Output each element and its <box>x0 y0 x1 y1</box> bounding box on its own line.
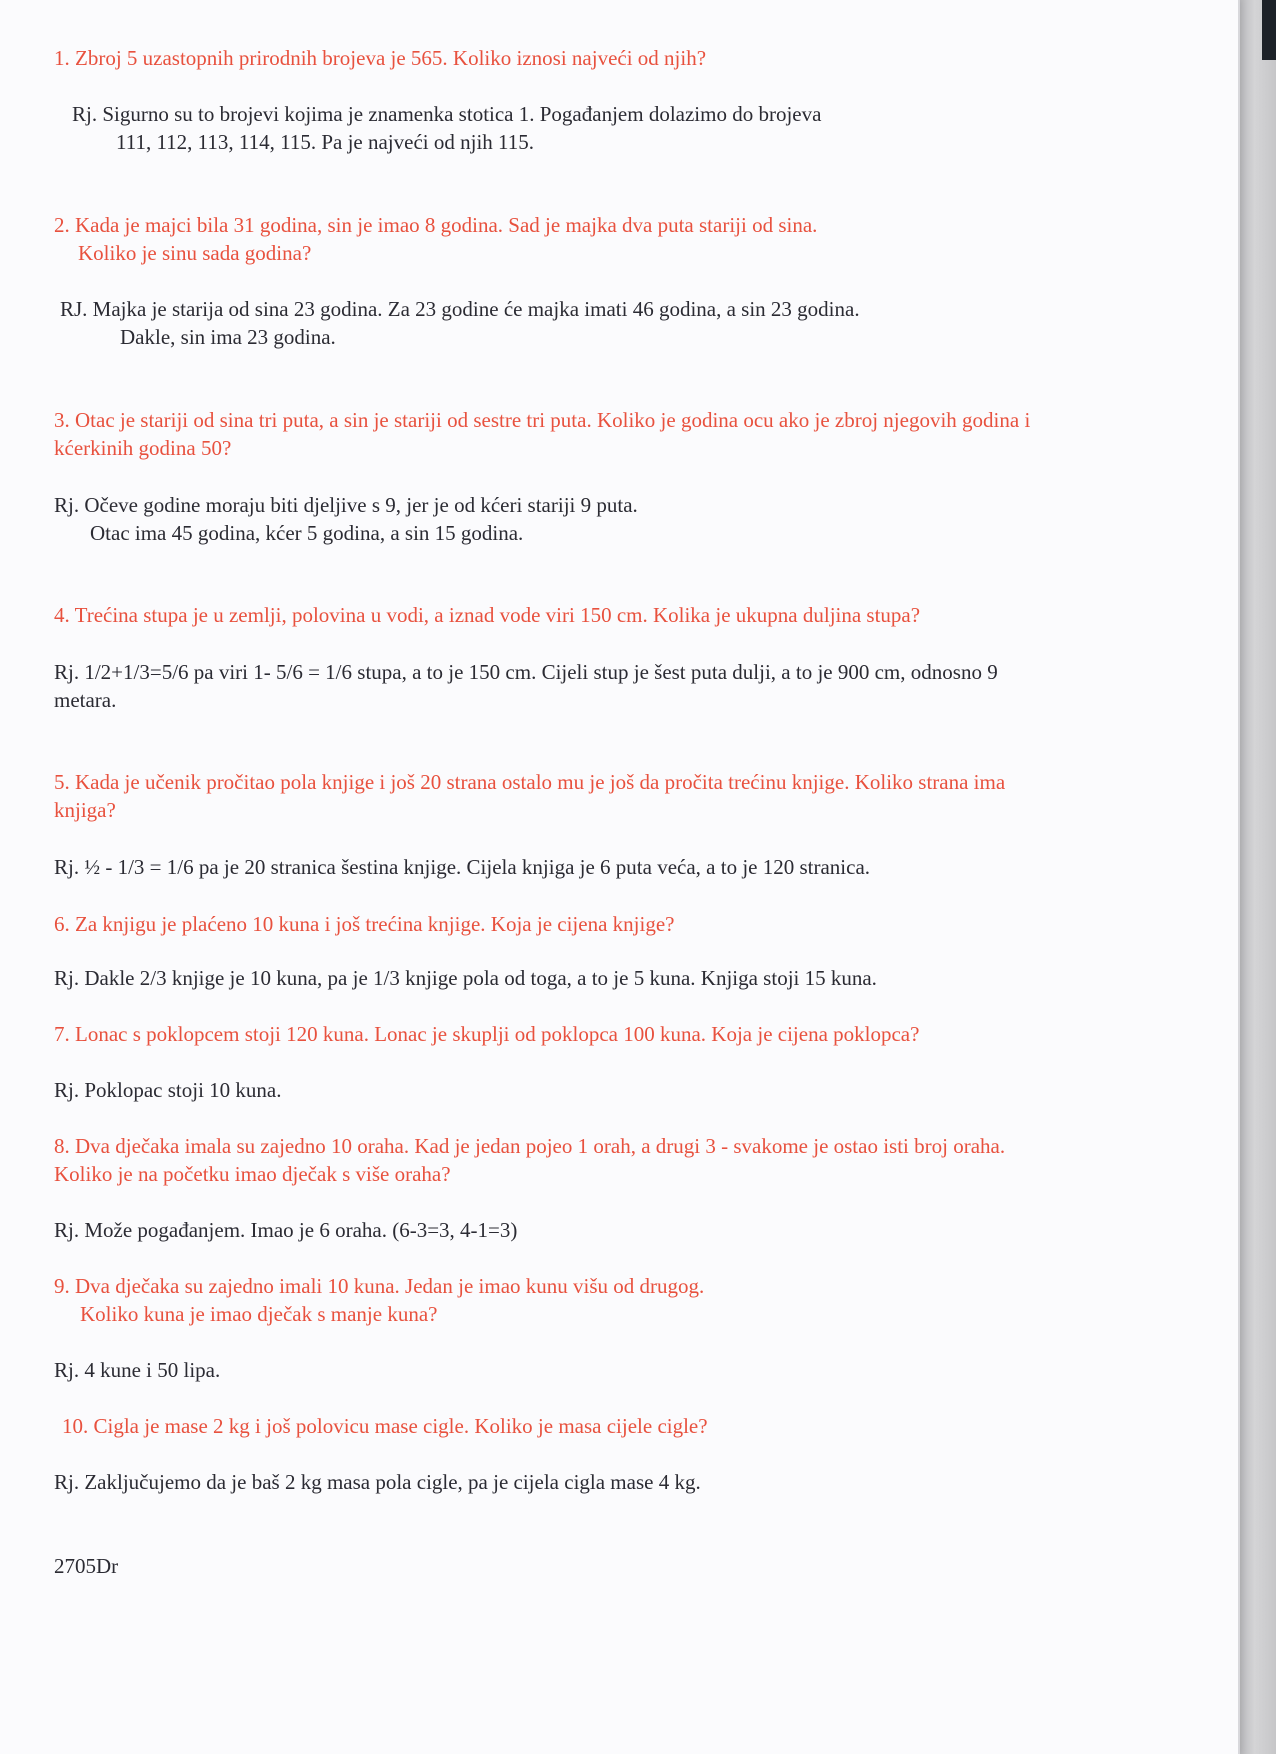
question-6-line-1: 6. Za knjigu je plaćeno 10 kuna i još trećina knjige. Koja je cijena knjige? <box>54 912 675 936</box>
answer-6-line-1: Rj. Dakle 2/3 knjige je 10 kuna, pa je 1/3 knjige pola od toga, a to je 5 kuna. Knjiga stoji 15 kuna. <box>54 966 877 990</box>
question-8-line-2: Koliko je na početku imao dječak s više oraha? <box>54 1162 451 1186</box>
question-3-line-1: 3. Otac je stariji od sina tri puta, a sin je stariji od sestre tri puta. Koliko je godina ocu ako je zbroj njegovih godina i <box>54 408 1031 432</box>
answer-3-line-1: Rj. Očeve godine moraju biti djeljive s 9, jer je od kćeri stariji 9 puta. <box>54 493 638 517</box>
question-3-line-2: kćerkinih godina 50? <box>54 436 232 460</box>
answer-2-line-1: RJ. Majka je starija od sina 23 godina. Za 23 godine će majka imati 46 godina, a sin 23 godina. <box>60 297 860 321</box>
question-2-line-2: Koliko je sinu sada godina? <box>78 241 312 265</box>
answer-3-line-2: Otac ima 45 godina, kćer 5 godina, a sin 15 godina. <box>90 521 524 545</box>
answer-1-line-1: Rj. Sigurno su to brojevi kojima je znamenka stotica 1. Pogađanjem dolazimo do brojeva <box>72 102 822 126</box>
question-7-line-1: 7. Lonac s poklopcem stoji 120 kuna. Lonac je skuplji od poklopca 100 kuna. Koja je cijena poklopca? <box>54 1022 920 1046</box>
question-5-line-2: knjiga? <box>54 798 116 822</box>
scanner-edge-shadow <box>1262 0 1276 60</box>
answer-4-line-2: metara. <box>54 688 117 712</box>
question-8-line-1: 8. Dva dječaka imala su zajedno 10 oraha. Kad je jedan pojeo 1 orah, a drugi 3 - svakome je ostao isti broj oraha. <box>54 1134 1006 1158</box>
answer-1-line-2: 111, 112, 113, 114, 115. Pa je najveći od njih 115. <box>116 130 535 154</box>
question-1-line-1: 1. Zbroj 5 uzastopnih prirodnih brojeva je 565. Koliko iznosi najveći od njih? <box>54 46 707 70</box>
document-code: 2705Dr <box>54 1554 119 1578</box>
answer-5-line-1: Rj. ½ - 1/3 = 1/6 pa je 20 stranica šestina knjige. Cijela knjiga je 6 puta veća, a to je 120 stranica. <box>54 855 871 879</box>
question-2-line-1: 2. Kada je majci bila 31 godina, sin je imao 8 godina. Sad je majka dva puta stariji od sina. <box>54 213 818 237</box>
question-9-line-2: Koliko kuna je imao dječak s manje kuna? <box>80 1302 438 1326</box>
question-9-line-1: 9. Dva dječaka su zajedno imali 10 kuna. Jedan je imao kunu višu od drugog. <box>54 1274 705 1298</box>
answer-2-line-2: Dakle, sin ima 23 godina. <box>120 325 336 349</box>
answer-4-line-1: Rj. 1/2+1/3=5/6 pa viri 1- 5/6 = 1/6 stupa, a to je 150 cm. Cijeli stup je šest puta dulji, a to je 900 cm, odnosno 9 <box>54 660 998 684</box>
answer-7-line-1: Rj. Poklopac stoji 10 kuna. <box>54 1078 282 1102</box>
question-5-line-1: 5. Kada je učenik pročitao pola knjige i još 20 strana ostalo mu je još da pročita trećinu knjige. Koliko strana ima <box>54 770 1006 794</box>
question-4-line-1: 4. Trećina stupa je u zemlji, polovina u vodi, a iznad vode viri 150 cm. Kolika je ukupna duljina stupa? <box>54 603 921 627</box>
scanner-edge <box>1240 0 1276 1754</box>
question-10-line-1: 10. Cigla je mase 2 kg i još polovicu mase cigle. Koliko je masa cijele cigle? <box>62 1414 708 1438</box>
answer-10-line-1: Rj. Zaključujemo da je baš 2 kg masa pola cigle, pa je cijela cigla mase 4 kg. <box>54 1470 701 1494</box>
answer-8-line-1: Rj. Može pogađanjem. Imao je 6 oraha. (6-3=3, 4-1=3) <box>54 1218 518 1242</box>
answer-9-line-1: Rj. 4 kune i 50 lipa. <box>54 1358 221 1382</box>
